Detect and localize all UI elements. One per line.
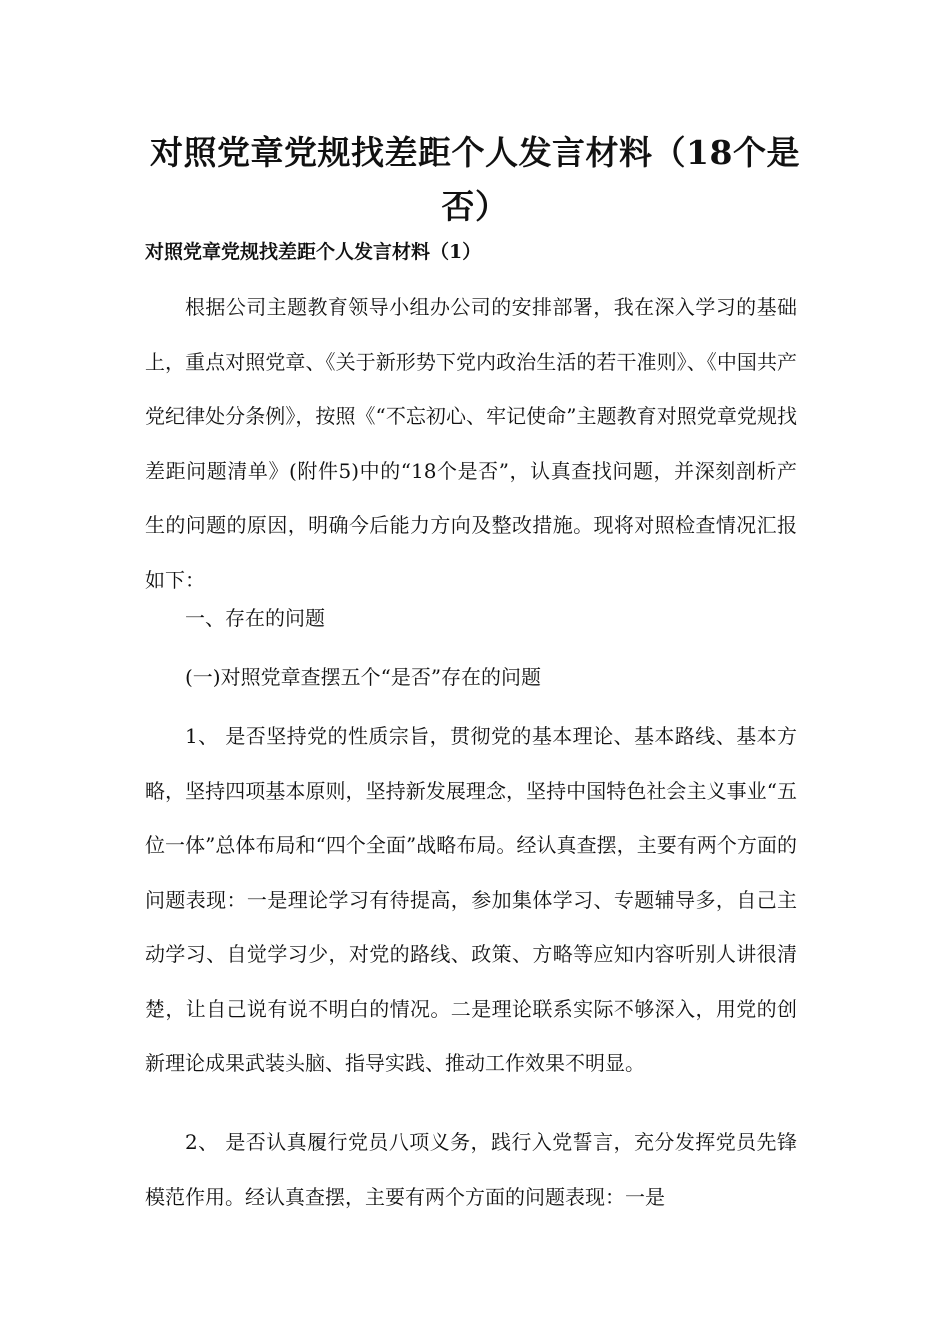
- paragraph-item-2: 2、 是否认真履行党员八项义务，践行入党誓言，充分发挥党员先锋模范作用。经认真查摆，主要有两个方面的问题表现：一是: [145, 1130, 797, 1209]
- paragraph-subsection-heading: (一)对照党章查摆五个“是否”存在的问题: [185, 665, 542, 689]
- paragraph-item-1: 1、 是否坚持党的性质宗旨，贯彻党的基本理论、基本路线、基本方略，坚持四项基本原则，坚持新发展理念，坚持中国特色社会主义事业“五位一体”总体布局和“四个全面”战略布局。经认真查摆，主要有两个方面的问题表现：一是理论学习有待提高，参加集体学习、专题辅导多，自己主动学习、自觉学习少，对党的路线、政策、方略等应知内容听别人讲很清楚，让自己说有说不明白的情况。二是理论联系实际不够深入，用党的创新理论成果武装头脑、指导实践、推动工作效果不明显。: [145, 724, 797, 1075]
- paragraph-intro: 根据公司主题教育领导小组办公司的安排部署，我在深入学习的基础上，重点对照党章、《关于新形势下党内政治生活的若干准则》、《中国共产党纪律处分条例》，按照《“不忘初心、牢记使命”主题教育对照党章党规找差距问题清单》(附件5)中的“18个是否”，认真查找问题，并深刻剖析产生的问题的原因，明确今后能力方向及整改措施。现将对照检查情况汇报如下：: [145, 295, 797, 592]
- section-subheading: 对照党章党规找差距个人发言材料（1）: [145, 241, 482, 263]
- paragraph-section-heading: 一、存在的问题: [185, 606, 325, 630]
- document-title: 对照党章党规找差距个人发言材料（18个是否）: [150, 133, 800, 226]
